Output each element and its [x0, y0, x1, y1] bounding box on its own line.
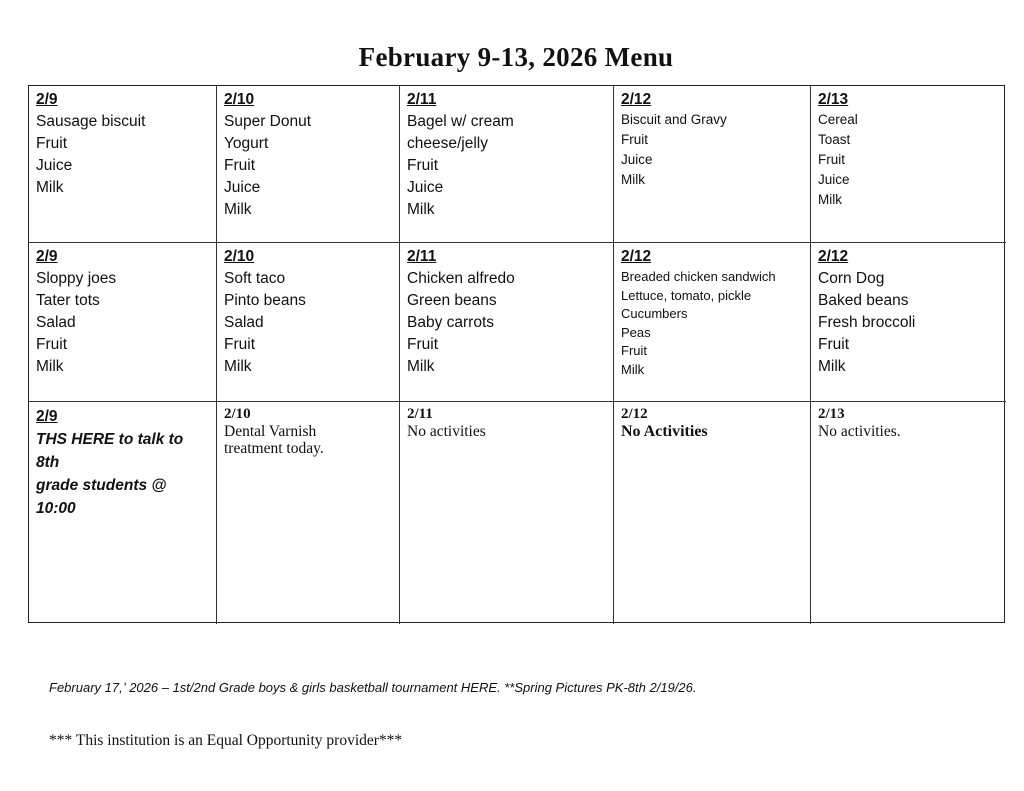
menu-item: Sausage biscuit [36, 113, 146, 130]
menu-item: Fruit [36, 336, 67, 353]
cell-date: 2/10 [224, 248, 255, 265]
menu-item: Lettuce, tomato, pickle [621, 287, 752, 303]
activity-text: treatment today. [224, 440, 324, 457]
menu-item: Milk [224, 201, 252, 218]
activity-cell-fri [811, 402, 1006, 624]
menu-item: Peas [621, 324, 651, 340]
cell-date: 2/13 [818, 406, 845, 422]
menu-item: Milk [36, 358, 64, 375]
lunch-cell-mon [29, 243, 217, 402]
menu-item: Juice [224, 179, 261, 196]
menu-table [28, 85, 1005, 623]
menu-item: Sloppy joes [36, 270, 117, 287]
cell-date: 2/9 [36, 248, 58, 265]
activity-text: Dental Varnish [224, 423, 317, 440]
menu-item: Pinto beans [224, 292, 306, 309]
menu-item: Yogurt [224, 135, 269, 152]
menu-item: Milk [407, 358, 435, 375]
cell-date: 2/9 [36, 91, 58, 108]
menu-item: Milk [621, 172, 645, 187]
menu-item: Fruit [407, 336, 438, 353]
page-title: February 9-13, 2026 Menu [358, 42, 674, 72]
footnote: February 17,ʼ 2026 – 1st/2nd Grade boys & girls basketball tournament HERE. **Spring Pictures PK-8th 2/19/26. [49, 680, 697, 695]
activity-text: No activities [407, 423, 486, 440]
cell-date: 2/13 [818, 91, 849, 108]
menu-item: Juice [818, 172, 850, 187]
menu-item: Fresh broccoli [818, 314, 916, 331]
menu-item: Super Donut [224, 113, 312, 130]
activity-cell-thu [614, 402, 811, 624]
cell-date: 2/10 [224, 406, 251, 422]
menu-item: Milk [36, 179, 64, 196]
menu-item: Cucumbers [621, 306, 688, 322]
menu-item: Breaded chicken sandwich [621, 269, 776, 284]
menu-item: Fruit [407, 157, 438, 174]
menu-item: Fruit [224, 157, 255, 174]
breakfast-cell-thu [614, 86, 811, 243]
menu-item: Bagel w/ cream [407, 113, 514, 130]
breakfast-cell-tue [217, 86, 400, 243]
menu-item: Soft taco [224, 270, 286, 287]
menu-item: Toast [818, 132, 851, 147]
activity-text: No Activities [621, 423, 708, 440]
menu-item: Chicken alfredo [407, 270, 515, 287]
cell-date: 2/11 [407, 91, 437, 108]
menu-item: Salad [36, 314, 76, 331]
equal-opportunity-notice: *** This institution is an Equal Opportunity provider*** [49, 732, 403, 749]
cell-date: 2/12 [621, 406, 648, 422]
menu-item: Fruit [621, 343, 647, 359]
menu-item: Milk [818, 358, 846, 375]
menu-item: Corn Dog [818, 270, 885, 287]
cell-date: 2/12 [621, 248, 652, 265]
lunch-cell-fri [811, 243, 1006, 402]
menu-item: Salad [224, 314, 264, 331]
cell-date: 2/10 [224, 91, 255, 108]
menu-item: Cereal [818, 112, 858, 127]
menu-item: Fruit [818, 336, 849, 353]
activity-text: No activities. [818, 423, 901, 440]
menu-item: Juice [621, 152, 653, 167]
activity-cell-mon [29, 402, 217, 624]
activity-text: grade students @ [36, 477, 167, 494]
cell-date: 2/9 [36, 408, 58, 425]
activity-cell-tue [217, 402, 400, 624]
menu-item: Fruit [621, 132, 648, 147]
activity-cell-wed [400, 402, 614, 624]
breakfast-cell-fri [811, 86, 1006, 243]
lunch-cell-thu [614, 243, 811, 402]
menu-item: Baked beans [818, 292, 909, 309]
cell-date: 2/11 [407, 406, 433, 422]
menu-item: Milk [407, 201, 435, 218]
menu-item: Milk [621, 361, 645, 377]
lunch-cell-tue [217, 243, 400, 402]
activity-text: THS HERE to talk to 8th [36, 431, 184, 471]
activity-text: 10:00 [36, 500, 76, 517]
menu-item: Biscuit and Gravy [621, 112, 727, 127]
cell-date: 2/11 [407, 248, 437, 265]
menu-item: Baby carrots [407, 314, 495, 331]
menu-item: Green beans [407, 292, 497, 309]
menu-item: Tater tots [36, 292, 100, 309]
menu-item: Fruit [224, 336, 255, 353]
menu-item: Fruit [36, 135, 67, 152]
cell-date: 2/12 [818, 248, 849, 265]
menu-item: cheese/jelly [407, 135, 488, 152]
menu-item: Milk [224, 358, 252, 375]
cell-date: 2/12 [621, 91, 652, 108]
menu-item: Juice [407, 179, 444, 196]
breakfast-cell-mon [29, 86, 217, 243]
menu-item: Milk [818, 192, 842, 207]
breakfast-cell-wed [400, 86, 614, 243]
menu-item: Fruit [818, 152, 845, 167]
lunch-cell-wed [400, 243, 614, 402]
menu-item: Juice [36, 157, 73, 174]
